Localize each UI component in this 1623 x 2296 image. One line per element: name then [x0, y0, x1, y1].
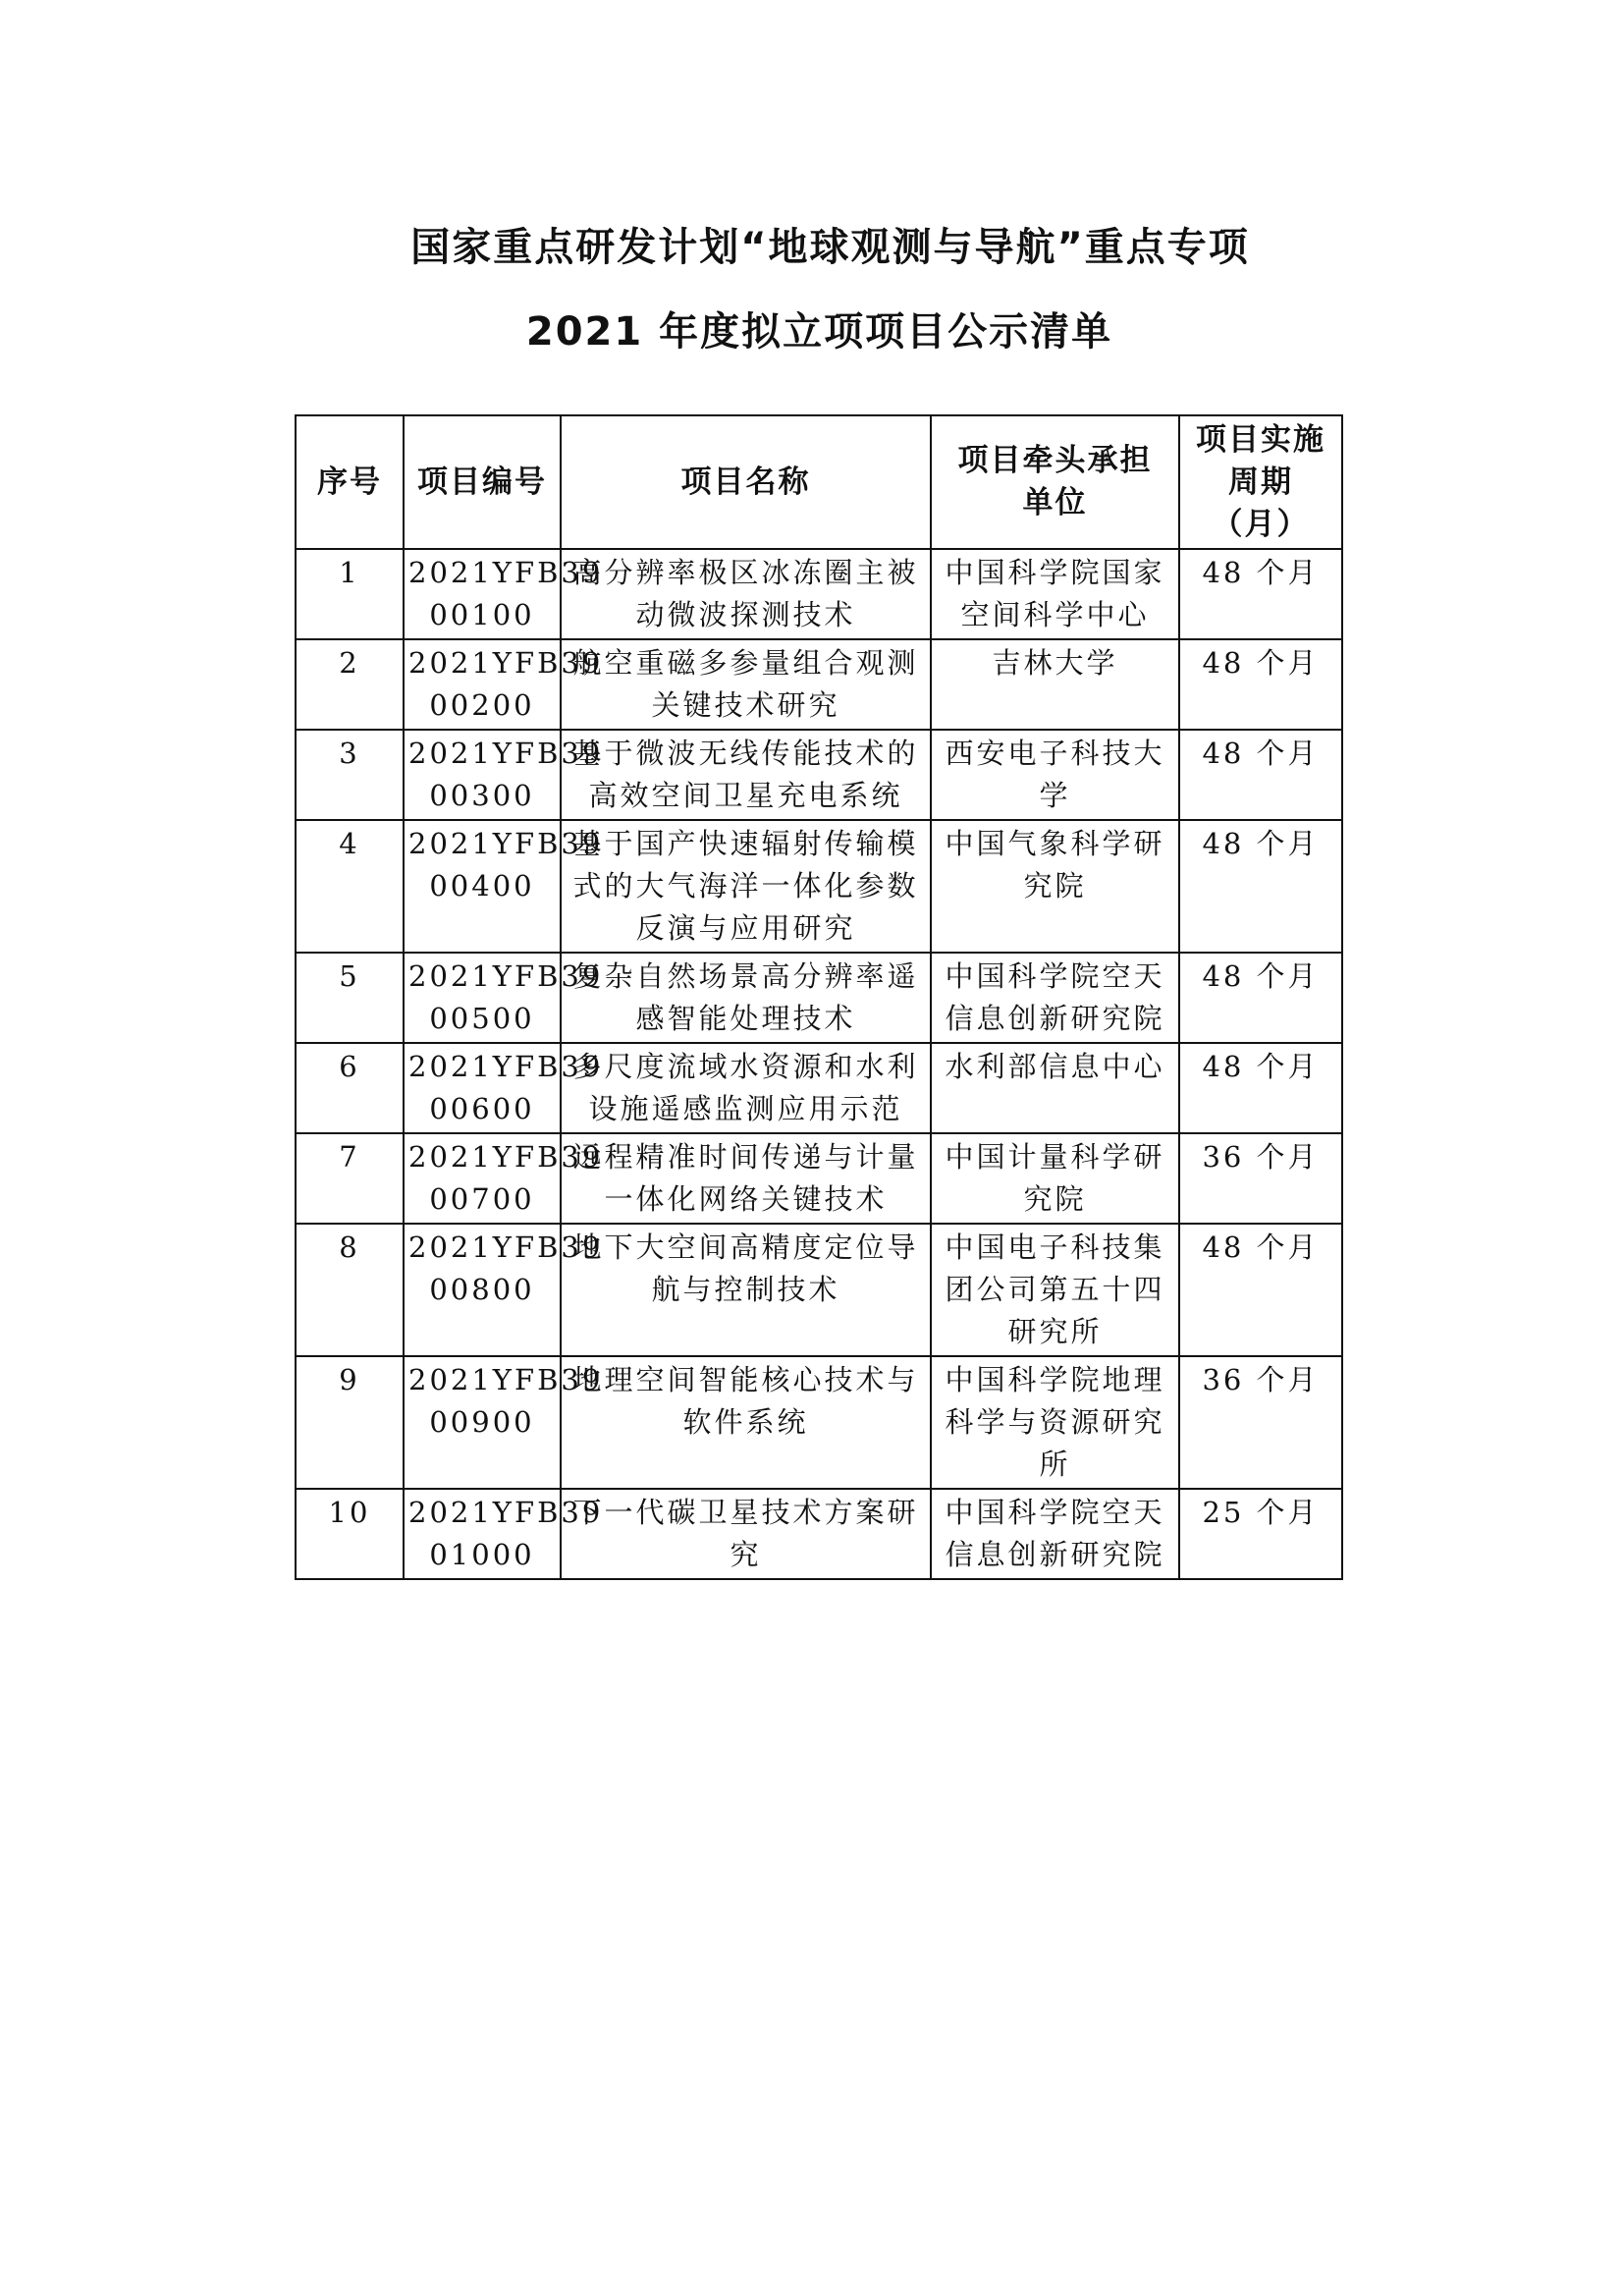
- project-code-part: 2021YFB39: [408, 959, 604, 993]
- cell-period: 48 个月: [1179, 549, 1342, 639]
- cell-project-name: 地理空间智能核心技术与软件系统: [561, 1356, 931, 1489]
- table-row: [296, 1133, 1342, 1224]
- cell-lead-unit: 中国科学院地理科学与资源研究所: [931, 1356, 1179, 1489]
- cell-seq: 10: [296, 1489, 404, 1579]
- cell-seq: 9: [296, 1356, 404, 1489]
- cell-lead-unit: 中国科学院空天信息创新研究院: [931, 953, 1179, 1043]
- cell-project-name: 多尺度流域水资源和水利设施遥感监测应用示范: [561, 1043, 931, 1133]
- cell-project-name: 下一代碳卫星技术方案研究: [561, 1489, 931, 1579]
- table-row: [296, 1356, 1342, 1489]
- table-row: [296, 1043, 1342, 1133]
- cell-code: [404, 1489, 604, 1579]
- header-seq: 序号: [296, 415, 404, 549]
- project-code-part: 00500: [429, 1002, 535, 1035]
- project-code-part: 00200: [429, 688, 535, 722]
- cell-seq: 7: [296, 1133, 404, 1224]
- cell-seq: 2: [296, 639, 404, 730]
- document-title-line2: 2021 年度拟立项项目公示清单: [525, 309, 1113, 355]
- cell-period: 36 个月: [1179, 1133, 1342, 1224]
- cell-lead-unit: 中国气象科学研究院: [931, 820, 1179, 953]
- table-row: [296, 953, 1342, 1043]
- cell-period: 48 个月: [1179, 730, 1342, 820]
- cell-period: 48 个月: [1179, 1043, 1342, 1133]
- document-title-line1: 国家重点研发计划“地球观测与导航”重点专项: [410, 225, 1250, 270]
- cell-code: [404, 1224, 604, 1356]
- table-row: [296, 1489, 1342, 1579]
- cell-code: [404, 1133, 604, 1224]
- table-row: [296, 639, 1342, 730]
- cell-lead-unit: 西安电子科技大学: [931, 730, 1179, 820]
- table-row: [296, 820, 1342, 953]
- project-list-table: [295, 414, 1343, 1580]
- cell-project-name: 远程精准时间传递与计量一体化网络关键技术: [561, 1133, 931, 1224]
- project-code-part: 2021YFB39: [408, 1050, 604, 1083]
- cell-project-name: 复杂自然场景高分辨率遥感智能处理技术: [561, 953, 931, 1043]
- project-code-part: 00600: [429, 1092, 535, 1125]
- cell-code: [404, 1356, 604, 1489]
- table-row: [296, 549, 1342, 639]
- project-code-part: 2021YFB39: [408, 556, 604, 589]
- cell-seq: 4: [296, 820, 404, 953]
- cell-project-name: 基于国产快速辐射传输模式的大气海洋一体化参数反演与应用研究: [561, 820, 931, 953]
- cell-period: 48 个月: [1179, 953, 1342, 1043]
- cell-seq: 3: [296, 730, 404, 820]
- table-row: [296, 1224, 1342, 1356]
- project-code-part: 00900: [429, 1405, 535, 1439]
- cell-project-name: 高分辨率极区冰冻圈主被动微波探测技术: [561, 549, 931, 639]
- cell-lead-unit: 中国电子科技集团公司第五十四研究所: [931, 1224, 1179, 1356]
- project-code-part: 2021YFB39: [408, 1496, 604, 1529]
- table-header-row: [296, 415, 1342, 549]
- project-code-part: 00400: [429, 869, 535, 902]
- cell-period: 48 个月: [1179, 639, 1342, 730]
- project-code-part: 2021YFB39: [408, 737, 604, 770]
- header-period: 项目实施周期（月）: [1179, 415, 1342, 549]
- project-code-part: 2021YFB39: [408, 827, 604, 860]
- cell-seq: 1: [296, 549, 404, 639]
- project-code-part: 2021YFB39: [408, 1363, 604, 1396]
- header-name: 项目名称: [561, 415, 931, 549]
- project-code-part: 2021YFB39: [408, 1140, 604, 1174]
- cell-period: 48 个月: [1179, 1224, 1342, 1356]
- cell-code: [404, 953, 604, 1043]
- cell-lead-unit: 中国计量科学研究院: [931, 1133, 1179, 1224]
- cell-seq: 5: [296, 953, 404, 1043]
- cell-project-name: 地下大空间高精度定位导航与控制技术: [561, 1224, 931, 1356]
- cell-project-name: 航空重磁多参量组合观测关键技术研究: [561, 639, 931, 730]
- cell-lead-unit: 中国科学院国家空间科学中心: [931, 549, 1179, 639]
- cell-lead-unit: 吉林大学: [931, 639, 1179, 730]
- cell-period: 36 个月: [1179, 1356, 1342, 1489]
- project-code-part: 2021YFB39: [408, 646, 604, 680]
- table-row: [296, 730, 1342, 820]
- cell-project-name: 基于微波无线传能技术的高效空间卫星充电系统: [561, 730, 931, 820]
- project-code-part: 00700: [429, 1182, 535, 1216]
- cell-lead-unit: 中国科学院空天信息创新研究院: [931, 1489, 1179, 1579]
- project-code-part: 00100: [429, 598, 535, 631]
- cell-seq: 6: [296, 1043, 404, 1133]
- cell-code: [404, 639, 604, 730]
- cell-seq: 8: [296, 1224, 404, 1356]
- cell-code: [404, 549, 604, 639]
- cell-period: 25 个月: [1179, 1489, 1342, 1579]
- project-code-part: 2021YFB39: [408, 1230, 604, 1264]
- cell-code: [404, 1043, 604, 1133]
- project-code-part: 00300: [429, 779, 535, 812]
- cell-lead-unit: 水利部信息中心: [931, 1043, 1179, 1133]
- table-body: [296, 549, 1342, 1579]
- header-code: 项目编号: [404, 415, 561, 549]
- project-code-part: 01000: [429, 1538, 535, 1571]
- cell-code: [404, 820, 604, 953]
- cell-code: [404, 730, 604, 820]
- project-code-part: 00800: [429, 1273, 535, 1306]
- cell-period: 48 个月: [1179, 820, 1342, 953]
- header-unit: 项目牵头承担单位: [931, 415, 1179, 549]
